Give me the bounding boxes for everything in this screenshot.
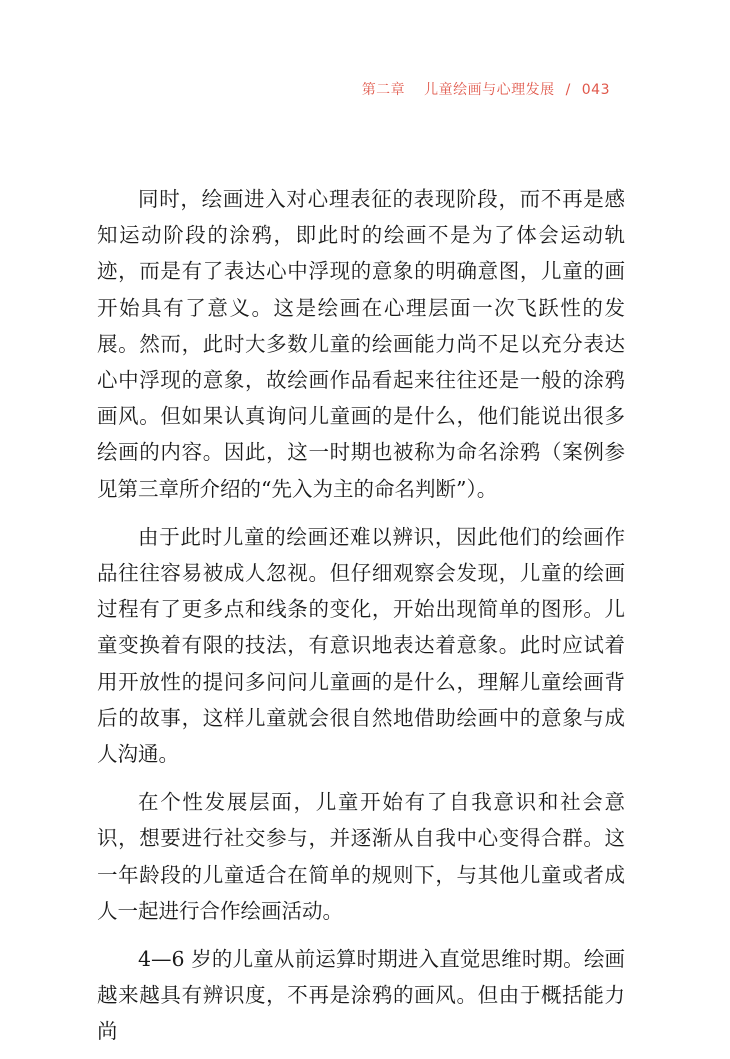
header-separator: / [565, 82, 571, 98]
chapter-title: 儿童绘画与心理发展 [424, 82, 555, 98]
paragraph: 同时，绘画进入对心理表征的表现阶段，而不再是感知运动阶段的涂鸦，即此时的绘画不是为了体会运动轨迹，而是有了表达心中浮现的意象的明确意图，儿童的画开始具有了意义。这是绘画在心理层面一次飞跃性的发展。然而，此时大多数儿童的绘画能力尚不足以充分表达心中浮现的意象，故绘画作品看起来往往还是一般的涂鸦画风。但如果认真询问儿童画的是什么，他们能说出很多绘画的内容。因此，这一时期也被称为命名涂鸦（案例参见第三章所介绍的“先入为主的命名判断”）。 [97, 187, 625, 501]
page-number: 043 [581, 82, 610, 98]
paragraph: 由于此时儿童的绘画还难以辨识，因此他们的绘画作品往往容易被成人忽视。但仔细观察会发现，儿童的绘画过程有了更多点和线条的变化，开始出现简单的图形。儿童变换着有限的技法，有意识地表达着意象。此时应试着用开放性的提问多问问儿童画的是什么，理解儿童绘画背后的故事，这样儿童就会很自然地借助绘画中的意象与成人沟通。 [97, 524, 625, 767]
chapter-label: 第二章 [361, 82, 406, 98]
paragraph: 在个性发展层面，儿童开始有了自我意识和社会意识，想要进行社交参与，并逐渐从自我中心变得合群。这一年龄段的儿童适合在简单的规则下，与其他儿童或者成人一起进行合作绘画活动。 [97, 790, 625, 923]
paragraph: 4—6 岁的儿童从前运算时期进入直觉思维时期。绘画越来越具有辨识度，不再是涂鸦的画风。但由于概括能力尚 [97, 947, 625, 1044]
running-header [362, 79, 610, 99]
body-text [97, 181, 625, 1059]
